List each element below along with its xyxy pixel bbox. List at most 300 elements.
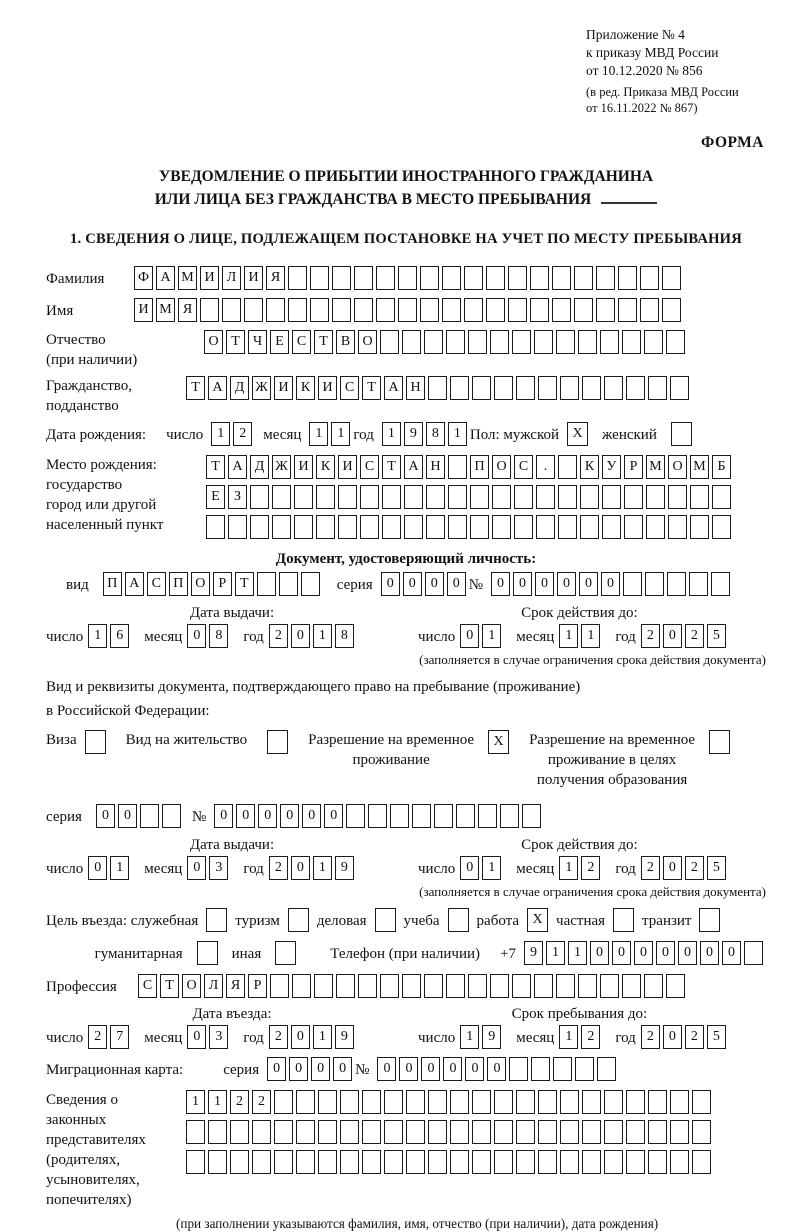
char-cell[interactable]: [354, 298, 373, 322]
char-cell[interactable]: [279, 572, 298, 596]
char-cell[interactable]: Т: [382, 455, 401, 479]
char-cell[interactable]: [318, 1090, 337, 1114]
char-cell[interactable]: [404, 485, 423, 509]
char-cell[interactable]: [492, 485, 511, 509]
char-cell[interactable]: [428, 376, 447, 400]
char-cell[interactable]: 1: [546, 941, 565, 965]
char-cell[interactable]: [645, 572, 664, 596]
char-cell[interactable]: [626, 1150, 645, 1174]
char-cell[interactable]: 0: [187, 1025, 206, 1049]
char-cell[interactable]: И: [134, 298, 153, 322]
char-cell[interactable]: [552, 266, 571, 290]
char-cell[interactable]: [314, 974, 333, 998]
char-cell[interactable]: 0: [280, 804, 299, 828]
char-cell[interactable]: Т: [226, 330, 245, 354]
char-cell[interactable]: 0: [291, 1025, 310, 1049]
char-cell[interactable]: Т: [314, 330, 333, 354]
char-cell[interactable]: [516, 1120, 535, 1144]
char-cell[interactable]: К: [316, 455, 335, 479]
checkbox-other[interactable]: [275, 941, 296, 965]
char-cell[interactable]: 2: [685, 856, 704, 880]
char-cell[interactable]: [494, 376, 513, 400]
checkbox-business[interactable]: [375, 908, 396, 932]
char-cell[interactable]: [478, 804, 497, 828]
char-cell[interactable]: [744, 941, 763, 965]
char-cell[interactable]: 2: [230, 1090, 249, 1114]
char-cell[interactable]: [514, 515, 533, 539]
char-cell[interactable]: [398, 266, 417, 290]
char-cell[interactable]: 0: [491, 572, 510, 596]
char-cell[interactable]: Я: [226, 974, 245, 998]
char-cell[interactable]: С: [138, 974, 157, 998]
char-cell[interactable]: 0: [663, 856, 682, 880]
char-cell[interactable]: [560, 1090, 579, 1114]
char-cell[interactable]: 1: [382, 422, 401, 446]
char-cell[interactable]: [618, 298, 637, 322]
char-cell[interactable]: [472, 1090, 491, 1114]
char-cell[interactable]: [464, 298, 483, 322]
char-cell[interactable]: И: [274, 376, 293, 400]
char-cell[interactable]: [338, 515, 357, 539]
char-cell[interactable]: 5: [707, 624, 726, 648]
char-cell[interactable]: [468, 330, 487, 354]
char-cell[interactable]: [354, 266, 373, 290]
char-cell[interactable]: [250, 515, 269, 539]
char-cell[interactable]: [470, 485, 489, 509]
char-cell[interactable]: [450, 376, 469, 400]
char-cell[interactable]: [512, 974, 531, 998]
char-cell[interactable]: [272, 485, 291, 509]
char-cell[interactable]: [670, 1120, 689, 1144]
char-cell[interactable]: О: [668, 455, 687, 479]
char-cell[interactable]: [230, 1120, 249, 1144]
char-cell[interactable]: [512, 330, 531, 354]
char-cell[interactable]: 0: [381, 572, 400, 596]
checkbox-temp-permit-edu[interactable]: [709, 730, 730, 754]
char-cell[interactable]: [472, 1150, 491, 1174]
char-cell[interactable]: [508, 266, 527, 290]
char-cell[interactable]: 1: [581, 624, 600, 648]
char-cell[interactable]: 9: [482, 1025, 501, 1049]
char-cell[interactable]: 6: [110, 624, 129, 648]
char-cell[interactable]: [442, 298, 461, 322]
char-cell[interactable]: 0: [333, 1057, 352, 1081]
char-cell[interactable]: [384, 1090, 403, 1114]
char-cell[interactable]: 0: [656, 941, 675, 965]
char-cell[interactable]: Н: [426, 455, 445, 479]
char-cell[interactable]: 1: [110, 856, 129, 880]
char-cell[interactable]: 0: [399, 1057, 418, 1081]
char-cell[interactable]: [316, 515, 335, 539]
char-cell[interactable]: 0: [722, 941, 741, 965]
char-cell[interactable]: 8: [335, 624, 354, 648]
char-cell[interactable]: Д: [230, 376, 249, 400]
char-cell[interactable]: [494, 1150, 513, 1174]
char-cell[interactable]: Ф: [134, 266, 153, 290]
char-cell[interactable]: А: [208, 376, 227, 400]
char-cell[interactable]: [428, 1150, 447, 1174]
char-cell[interactable]: [316, 485, 335, 509]
char-cell[interactable]: [560, 1120, 579, 1144]
char-cell[interactable]: [382, 515, 401, 539]
char-cell[interactable]: [406, 1120, 425, 1144]
char-cell[interactable]: [288, 266, 307, 290]
char-cell[interactable]: [552, 298, 571, 322]
char-cell[interactable]: 5: [707, 1025, 726, 1049]
char-cell[interactable]: Б: [712, 455, 731, 479]
char-cell[interactable]: [340, 1090, 359, 1114]
char-cell[interactable]: С: [514, 455, 533, 479]
char-cell[interactable]: [689, 572, 708, 596]
char-cell[interactable]: [450, 1120, 469, 1144]
checkbox-male[interactable]: X: [567, 422, 588, 446]
char-cell[interactable]: [560, 1150, 579, 1174]
char-cell[interactable]: 0: [487, 1057, 506, 1081]
char-cell[interactable]: 0: [324, 804, 343, 828]
char-cell[interactable]: [296, 1090, 315, 1114]
char-cell[interactable]: [456, 804, 475, 828]
char-cell[interactable]: [494, 1090, 513, 1114]
char-cell[interactable]: 1: [211, 422, 230, 446]
char-cell[interactable]: [448, 485, 467, 509]
char-cell[interactable]: [602, 485, 621, 509]
char-cell[interactable]: [580, 485, 599, 509]
char-cell[interactable]: 2: [581, 1025, 600, 1049]
char-cell[interactable]: [310, 266, 329, 290]
char-cell[interactable]: [670, 376, 689, 400]
char-cell[interactable]: 0: [634, 941, 653, 965]
char-cell[interactable]: 0: [700, 941, 719, 965]
char-cell[interactable]: 0: [187, 856, 206, 880]
char-cell[interactable]: 0: [425, 572, 444, 596]
char-cell[interactable]: 2: [269, 856, 288, 880]
char-cell[interactable]: 0: [460, 856, 479, 880]
checkbox-residence-permit[interactable]: [267, 730, 288, 754]
char-cell[interactable]: Т: [160, 974, 179, 998]
char-cell[interactable]: А: [404, 455, 423, 479]
char-cell[interactable]: 0: [557, 572, 576, 596]
char-cell[interactable]: [667, 572, 686, 596]
char-cell[interactable]: [360, 515, 379, 539]
char-cell[interactable]: [442, 266, 461, 290]
char-cell[interactable]: Т: [186, 376, 205, 400]
char-cell[interactable]: [294, 485, 313, 509]
char-cell[interactable]: [666, 330, 685, 354]
char-cell[interactable]: [380, 330, 399, 354]
char-cell[interactable]: 1: [482, 624, 501, 648]
checkbox-transit[interactable]: [699, 908, 720, 932]
char-cell[interactable]: [690, 515, 709, 539]
char-cell[interactable]: 1: [559, 1025, 578, 1049]
char-cell[interactable]: 0: [663, 624, 682, 648]
char-cell[interactable]: [604, 1120, 623, 1144]
char-cell[interactable]: [712, 515, 731, 539]
checkbox-female[interactable]: [671, 422, 692, 446]
char-cell[interactable]: [500, 804, 519, 828]
char-cell[interactable]: [420, 298, 439, 322]
char-cell[interactable]: [538, 1150, 557, 1174]
char-cell[interactable]: [360, 485, 379, 509]
char-cell[interactable]: М: [156, 298, 175, 322]
char-cell[interactable]: [384, 1150, 403, 1174]
char-cell[interactable]: 0: [678, 941, 697, 965]
char-cell[interactable]: [648, 376, 667, 400]
char-cell[interactable]: 0: [403, 572, 422, 596]
char-cell[interactable]: Р: [248, 974, 267, 998]
char-cell[interactable]: [446, 330, 465, 354]
char-cell[interactable]: 0: [601, 572, 620, 596]
char-cell[interactable]: [582, 1090, 601, 1114]
char-cell[interactable]: [301, 572, 320, 596]
char-cell[interactable]: 9: [335, 1025, 354, 1049]
char-cell[interactable]: 2: [641, 856, 660, 880]
char-cell[interactable]: [252, 1120, 271, 1144]
char-cell[interactable]: [292, 974, 311, 998]
char-cell[interactable]: [662, 298, 681, 322]
char-cell[interactable]: [380, 974, 399, 998]
char-cell[interactable]: [648, 1150, 667, 1174]
char-cell[interactable]: [318, 1120, 337, 1144]
char-cell[interactable]: О: [204, 330, 223, 354]
char-cell[interactable]: 0: [443, 1057, 462, 1081]
char-cell[interactable]: [424, 974, 443, 998]
char-cell[interactable]: [208, 1150, 227, 1174]
char-cell[interactable]: [490, 974, 509, 998]
char-cell[interactable]: 0: [513, 572, 532, 596]
checkbox-work[interactable]: X: [527, 908, 548, 932]
char-cell[interactable]: [536, 515, 555, 539]
char-cell[interactable]: А: [228, 455, 247, 479]
char-cell[interactable]: Р: [213, 572, 232, 596]
char-cell[interactable]: [644, 330, 663, 354]
char-cell[interactable]: [597, 1057, 616, 1081]
char-cell[interactable]: [626, 376, 645, 400]
char-cell[interactable]: Е: [206, 485, 225, 509]
char-cell[interactable]: 0: [96, 804, 115, 828]
char-cell[interactable]: [556, 330, 575, 354]
char-cell[interactable]: [662, 266, 681, 290]
char-cell[interactable]: 1: [313, 1025, 332, 1049]
char-cell[interactable]: [486, 266, 505, 290]
char-cell[interactable]: С: [360, 455, 379, 479]
char-cell[interactable]: [310, 298, 329, 322]
char-cell[interactable]: Н: [406, 376, 425, 400]
char-cell[interactable]: [538, 376, 557, 400]
char-cell[interactable]: [690, 485, 709, 509]
char-cell[interactable]: [668, 485, 687, 509]
char-cell[interactable]: [558, 485, 577, 509]
char-cell[interactable]: [668, 515, 687, 539]
char-cell[interactable]: [272, 515, 291, 539]
char-cell[interactable]: [486, 298, 505, 322]
char-cell[interactable]: [560, 376, 579, 400]
char-cell[interactable]: [274, 1120, 293, 1144]
char-cell[interactable]: З: [228, 485, 247, 509]
char-cell[interactable]: .: [536, 455, 555, 479]
char-cell[interactable]: Ж: [272, 455, 291, 479]
char-cell[interactable]: 0: [236, 804, 255, 828]
char-cell[interactable]: [362, 1120, 381, 1144]
char-cell[interactable]: [574, 266, 593, 290]
char-cell[interactable]: 2: [233, 422, 252, 446]
char-cell[interactable]: 1: [313, 856, 332, 880]
char-cell[interactable]: 1: [88, 624, 107, 648]
char-cell[interactable]: [516, 376, 535, 400]
char-cell[interactable]: [296, 1120, 315, 1144]
char-cell[interactable]: 2: [685, 1025, 704, 1049]
char-cell[interactable]: [446, 974, 465, 998]
char-cell[interactable]: [318, 1150, 337, 1174]
char-cell[interactable]: 0: [88, 856, 107, 880]
char-cell[interactable]: [580, 515, 599, 539]
char-cell[interactable]: [222, 298, 241, 322]
char-cell[interactable]: [404, 515, 423, 539]
char-cell[interactable]: [624, 515, 643, 539]
char-cell[interactable]: М: [690, 455, 709, 479]
char-cell[interactable]: [346, 804, 365, 828]
char-cell[interactable]: [336, 974, 355, 998]
char-cell[interactable]: А: [384, 376, 403, 400]
char-cell[interactable]: [578, 330, 597, 354]
char-cell[interactable]: 1: [208, 1090, 227, 1114]
char-cell[interactable]: И: [244, 266, 263, 290]
char-cell[interactable]: [536, 485, 555, 509]
char-cell[interactable]: [622, 974, 641, 998]
char-cell[interactable]: [670, 1150, 689, 1174]
char-cell[interactable]: [558, 455, 577, 479]
char-cell[interactable]: 2: [685, 624, 704, 648]
char-cell[interactable]: [368, 804, 387, 828]
char-cell[interactable]: 0: [267, 1057, 286, 1081]
char-cell[interactable]: [602, 515, 621, 539]
checkbox-humanitarian[interactable]: [197, 941, 218, 965]
char-cell[interactable]: Я: [178, 298, 197, 322]
char-cell[interactable]: [384, 1120, 403, 1144]
char-cell[interactable]: [186, 1120, 205, 1144]
char-cell[interactable]: [376, 266, 395, 290]
char-cell[interactable]: [516, 1090, 535, 1114]
char-cell[interactable]: 1: [331, 422, 350, 446]
char-cell[interactable]: [582, 376, 601, 400]
char-cell[interactable]: [398, 298, 417, 322]
char-cell[interactable]: Ч: [248, 330, 267, 354]
char-cell[interactable]: [626, 1090, 645, 1114]
char-cell[interactable]: [492, 515, 511, 539]
char-cell[interactable]: [600, 330, 619, 354]
char-cell[interactable]: [274, 1090, 293, 1114]
char-cell[interactable]: [534, 330, 553, 354]
char-cell[interactable]: Ж: [252, 376, 271, 400]
char-cell[interactable]: [200, 298, 219, 322]
char-cell[interactable]: 0: [447, 572, 466, 596]
char-cell[interactable]: [623, 572, 642, 596]
char-cell[interactable]: [582, 1120, 601, 1144]
char-cell[interactable]: Т: [235, 572, 254, 596]
char-cell[interactable]: 1: [313, 624, 332, 648]
char-cell[interactable]: [288, 298, 307, 322]
char-cell[interactable]: [604, 376, 623, 400]
char-cell[interactable]: [470, 515, 489, 539]
char-cell[interactable]: 1: [309, 422, 328, 446]
char-cell[interactable]: [648, 1090, 667, 1114]
char-cell[interactable]: 8: [426, 422, 445, 446]
char-cell[interactable]: [558, 515, 577, 539]
char-cell[interactable]: Л: [222, 266, 241, 290]
char-cell[interactable]: [626, 1120, 645, 1144]
char-cell[interactable]: П: [103, 572, 122, 596]
char-cell[interactable]: [516, 1150, 535, 1174]
char-cell[interactable]: И: [338, 455, 357, 479]
char-cell[interactable]: 7: [110, 1025, 129, 1049]
char-cell[interactable]: [472, 376, 491, 400]
char-cell[interactable]: 2: [641, 624, 660, 648]
char-cell[interactable]: [402, 330, 421, 354]
char-cell[interactable]: 0: [311, 1057, 330, 1081]
char-cell[interactable]: [424, 330, 443, 354]
char-cell[interactable]: 1: [559, 856, 578, 880]
char-cell[interactable]: [266, 298, 285, 322]
char-cell[interactable]: [666, 974, 685, 998]
checkbox-tourism[interactable]: [288, 908, 309, 932]
char-cell[interactable]: [531, 1057, 550, 1081]
char-cell[interactable]: С: [147, 572, 166, 596]
char-cell[interactable]: 3: [209, 856, 228, 880]
char-cell[interactable]: [450, 1150, 469, 1174]
char-cell[interactable]: [618, 266, 637, 290]
char-cell[interactable]: А: [125, 572, 144, 596]
char-cell[interactable]: 2: [88, 1025, 107, 1049]
char-cell[interactable]: [670, 1090, 689, 1114]
char-cell[interactable]: [538, 1090, 557, 1114]
char-cell[interactable]: [646, 485, 665, 509]
char-cell[interactable]: О: [191, 572, 210, 596]
char-cell[interactable]: [692, 1120, 711, 1144]
char-cell[interactable]: [406, 1090, 425, 1114]
char-cell[interactable]: 0: [258, 804, 277, 828]
char-cell[interactable]: 0: [612, 941, 631, 965]
char-cell[interactable]: [712, 485, 731, 509]
char-cell[interactable]: [294, 515, 313, 539]
char-cell[interactable]: [522, 804, 541, 828]
char-cell[interactable]: [434, 804, 453, 828]
char-cell[interactable]: [274, 1150, 293, 1174]
char-cell[interactable]: 0: [289, 1057, 308, 1081]
char-cell[interactable]: 0: [579, 572, 598, 596]
char-cell[interactable]: [426, 515, 445, 539]
char-cell[interactable]: [206, 515, 225, 539]
char-cell[interactable]: [186, 1150, 205, 1174]
char-cell[interactable]: П: [470, 455, 489, 479]
char-cell[interactable]: О: [182, 974, 201, 998]
char-cell[interactable]: 1: [186, 1090, 205, 1114]
char-cell[interactable]: К: [580, 455, 599, 479]
char-cell[interactable]: 1: [448, 422, 467, 446]
char-cell[interactable]: 0: [590, 941, 609, 965]
checkbox-temp-permit[interactable]: X: [488, 730, 509, 754]
char-cell[interactable]: [450, 1090, 469, 1114]
char-cell[interactable]: 9: [335, 856, 354, 880]
char-cell[interactable]: [270, 974, 289, 998]
char-cell[interactable]: [406, 1150, 425, 1174]
char-cell[interactable]: 0: [187, 624, 206, 648]
char-cell[interactable]: 9: [524, 941, 543, 965]
char-cell[interactable]: [640, 298, 659, 322]
char-cell[interactable]: Т: [206, 455, 225, 479]
char-cell[interactable]: Е: [270, 330, 289, 354]
char-cell[interactable]: [534, 974, 553, 998]
char-cell[interactable]: [362, 1150, 381, 1174]
char-cell[interactable]: 2: [581, 856, 600, 880]
